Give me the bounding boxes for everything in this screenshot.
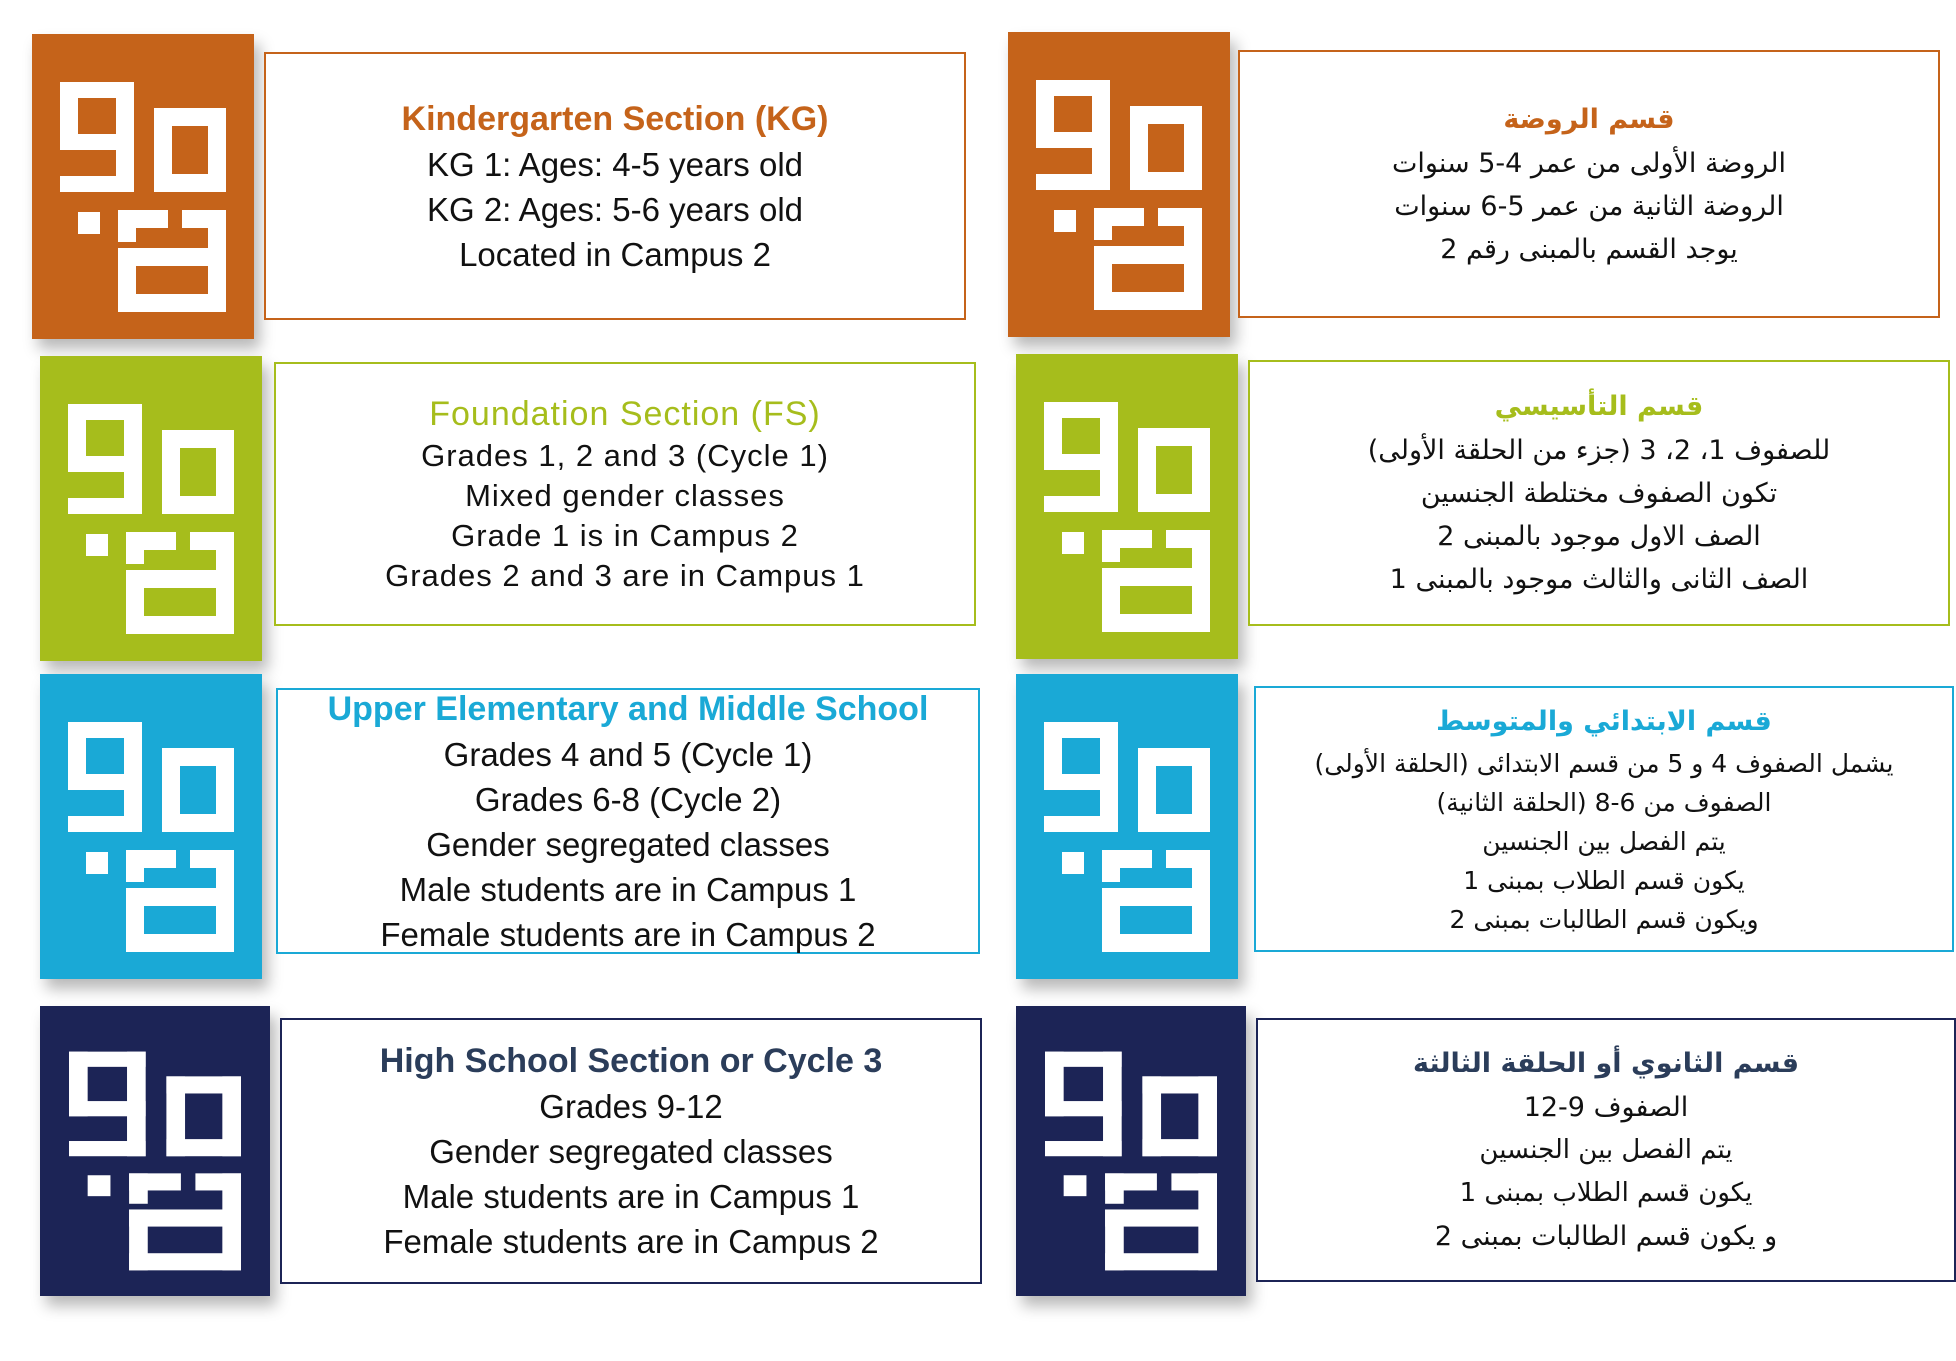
- ue-ar-card: [1254, 686, 1954, 952]
- hs-en-line: Male students are in Campus 1: [402, 1178, 860, 1215]
- hs-en-card: [280, 1018, 982, 1284]
- hs-ar-line: و يكون قسم الطالبات بمبنى 2: [1434, 1221, 1778, 1252]
- fs-en-title: Foundation Section (FS): [429, 395, 821, 433]
- kg-en-line: KG 1: Ages: 4-5 years old: [426, 145, 804, 183]
- kg-ar-line: الروضة الأولى من عمر 4-5 سنوات: [1391, 147, 1787, 179]
- ue-en-line: Female students are in Campus 2: [380, 915, 876, 953]
- fs-ar-line: للصفوف 1، 2، 3 (جزء من الحلقة الأولى): [1367, 435, 1831, 466]
- gem-logo-icon: [32, 34, 254, 339]
- fs-en-card: [274, 362, 976, 626]
- fs-ar-line: الصف الثانى والثالث موجود بالمبنى 1: [1389, 564, 1809, 595]
- fs-en-line: Grade 1 is in Campus 2: [451, 518, 799, 553]
- kg-en-card: [264, 52, 966, 320]
- hs-en-line: Grades 9-12: [539, 1088, 723, 1125]
- hs-en-line: Female students are in Campus 2: [383, 1223, 879, 1260]
- ue-ar-line: يكون قسم الطلاب بمبنى 1: [1463, 865, 1745, 895]
- hs-ar-line: يكون قسم الطلاب بمبنى 1: [1459, 1178, 1753, 1208]
- kg-ar-line: الروضة الثانية من عمر 5-6 سنوات: [1394, 190, 1784, 222]
- kg-en-line: Located in Campus 2: [459, 235, 771, 273]
- gem-logo-icon: [1008, 32, 1230, 337]
- hs-en-line: Gender segregated classes: [429, 1133, 833, 1170]
- fs-ar-line: الصف الاول موجود بالمبنى 2: [1437, 521, 1761, 552]
- ue-ar-line: يشمل الصفوف 4 و 5 من قسم الابتدائى (الحلقة الأولى): [1314, 748, 1894, 778]
- ue-ar-line: يتم الفصل بين الجنسين: [1482, 826, 1726, 856]
- kg-ar-title: قسم الروضة: [1503, 103, 1675, 135]
- gem-logo-icon: [1016, 674, 1238, 979]
- hs-ar-line: الصفوف 9-12: [1523, 1092, 1689, 1123]
- fs-en-line: Grades 2 and 3 are in Campus 1: [385, 558, 865, 593]
- fs-ar-line: تكون الصفوف مختلطة الجنسين: [1420, 478, 1778, 509]
- ue-ar-title: قسم الابتدائي والمتوسط: [1436, 705, 1772, 737]
- ue-ar-line: ويكون قسم الطالبات بمبنى 2: [1449, 904, 1759, 934]
- hs-ar-title: قسم الثانوي أو الحلقة الثالثة: [1412, 1048, 1800, 1079]
- kg-ar-card: [1238, 50, 1940, 318]
- ue-en-line: Grades 6-8 (Cycle 2): [474, 780, 782, 818]
- kg-en-title: Kindergarten Section (KG): [401, 99, 829, 138]
- gem-logo-icon: [40, 674, 262, 979]
- ue-en-line: Grades 4 and 5 (Cycle 1): [443, 735, 813, 773]
- ue-en-line: Male students are in Campus 1: [399, 870, 857, 908]
- ue-ar-line: الصفوف من 6-8 (الحلقة الثانية): [1436, 787, 1772, 817]
- ue-en-card: [276, 688, 980, 954]
- kg-ar-line: يوجد القسم بالمبنى رقم 2: [1440, 233, 1738, 265]
- gem-logo-icon: [40, 356, 262, 661]
- fs-ar-title: قسم التأسيسي: [1494, 391, 1704, 422]
- gem-logo-icon: [1016, 1006, 1246, 1296]
- gem-logo-icon: [1016, 354, 1238, 659]
- ue-en-title: Upper Elementary and Middle School: [327, 689, 929, 728]
- hs-ar-line: يتم الفصل بين الجنسين: [1479, 1135, 1733, 1165]
- hs-ar-card: [1256, 1018, 1956, 1282]
- kg-en-line: KG 2: Ages: 5-6 years old: [426, 190, 804, 228]
- gem-logo-icon: [40, 1006, 270, 1296]
- ue-en-line: Gender segregated classes: [426, 825, 830, 863]
- fs-ar-card: [1248, 360, 1950, 626]
- fs-en-line: Grades 1, 2 and 3 (Cycle 1): [421, 438, 829, 473]
- fs-en-line: Mixed gender classes: [465, 478, 785, 513]
- hs-en-title: High School Section or Cycle 3: [379, 1042, 883, 1080]
